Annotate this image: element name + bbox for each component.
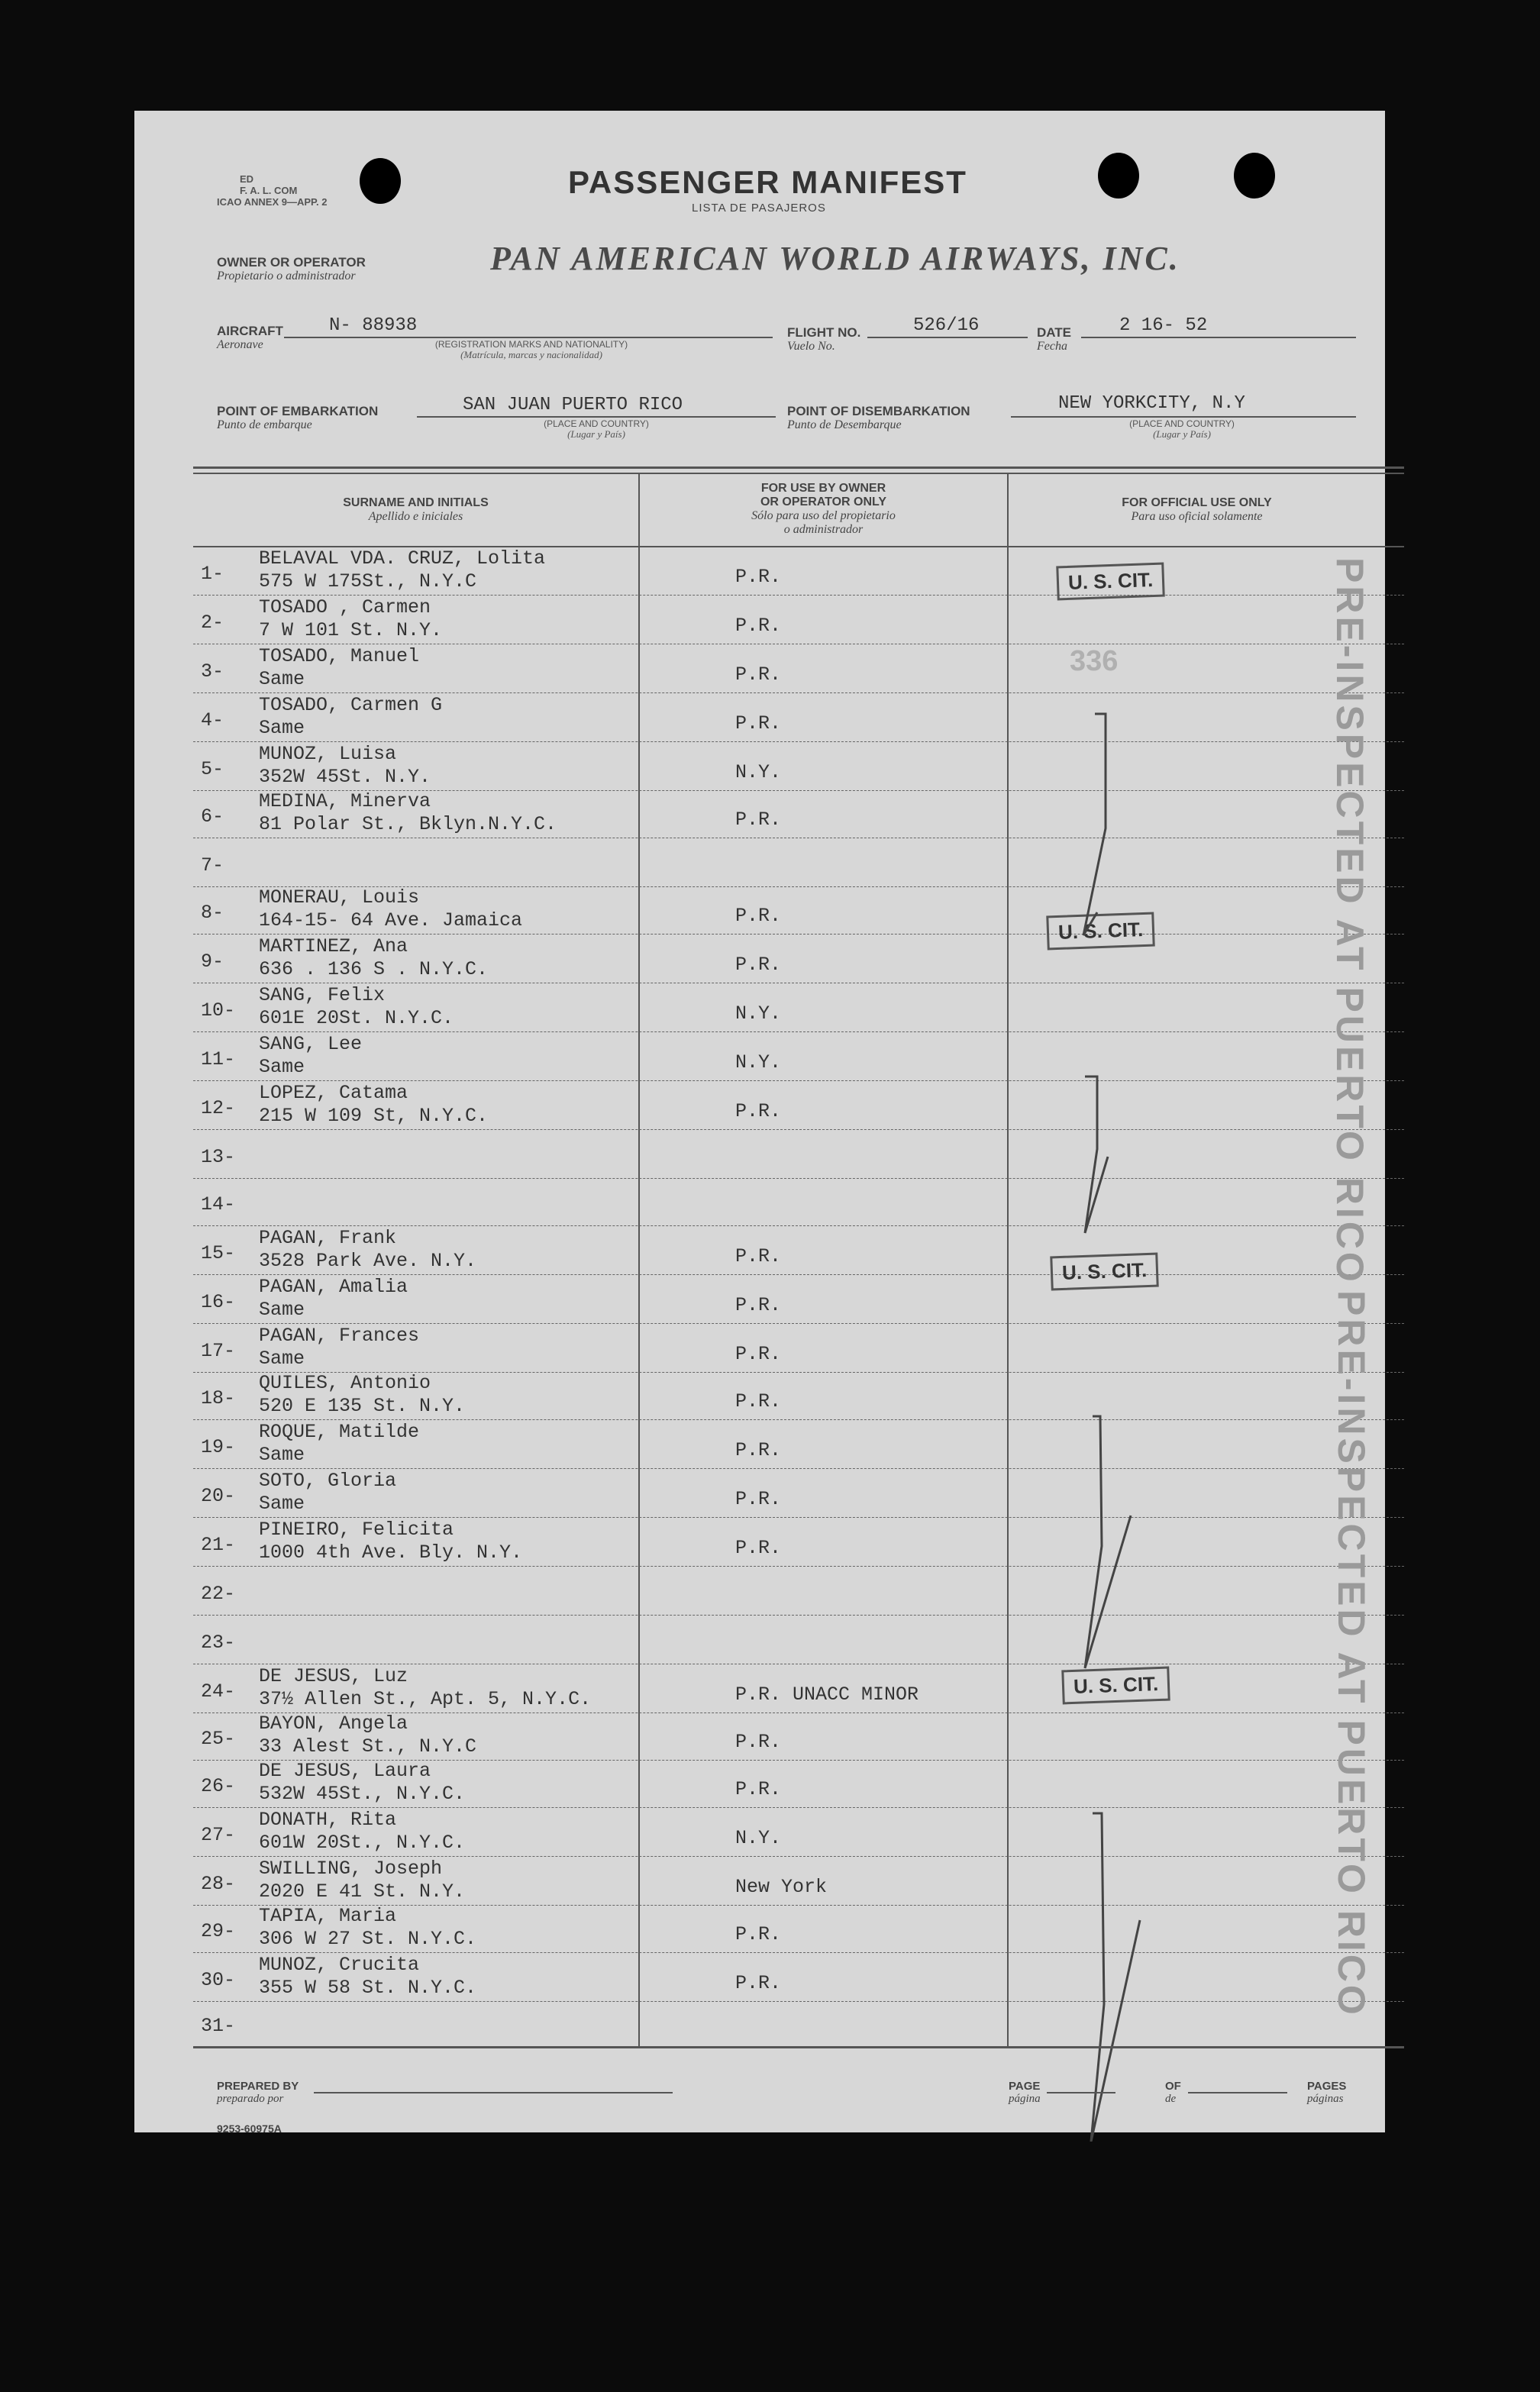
owner-use-entry: P.R. [735,954,782,976]
column-header-owner [640,482,1007,537]
us-citizen-stamp-1: U. S. CIT. [1056,563,1165,601]
embark-underline [417,416,776,418]
preinspected-stamp-1: PRE-INSPECTED AT PUERTO RICO [1329,557,1371,1285]
passenger-name: MUNOZ, Crucita [259,1954,420,1976]
column-header-official-en: FOR OFFICIAL USE ONLY [1122,496,1272,509]
table-top-rule-2 [193,473,1404,474]
passenger-name: MONERAU, Louis [259,886,420,909]
column-header-official-es: Para uso oficial solamente [1131,510,1263,523]
owner-use-entry: P.R. [735,1390,782,1412]
pages-label-es: páginas [1307,2093,1344,2105]
embark-note-es: (Lugar y País) [567,428,625,440]
aircraft-note-es: (Matrícula, marcas y nacionalidad) [460,349,602,360]
passenger-name: MEDINA, Minerva [259,790,431,812]
check-mark-3 [1085,1416,1131,1668]
owner-use-entry: P.R. [735,1343,782,1365]
owner-use-entry: P.R. [735,566,782,588]
owner-label-es: Propietario o administrador [217,270,356,282]
punch-hole-right-1 [1098,153,1139,199]
passenger-address: 37½ Allen St., Apt. 5, N.Y.C. [259,1688,592,1710]
of-label-es: de [1165,2093,1177,2105]
date-value: 2 16- 52 [1119,315,1208,336]
of-label [1165,2080,1181,2105]
us-citizen-stamp-2: U. S. CIT. [1046,912,1155,951]
aircraft-label [217,324,283,351]
passenger-name: PAGAN, Amalia [259,1276,408,1298]
column-header-surname-es: Apellido e iniciales [368,510,463,523]
table-bottom-rule [193,2046,1404,2048]
owner-use-entry: New York [735,1876,828,1898]
page-title: PASSENGER MANIFEST [568,164,967,200]
owner-use-entry: P.R. [735,1972,782,1994]
owner-use-entry: P.R. [735,712,782,734]
us-citizen-stamp-4: U. S. CIT. [1061,1667,1170,1705]
date-label [1037,326,1071,353]
pages-label-en: PAGES [1307,2080,1347,2093]
prepared-by-underline [314,2092,673,2093]
passenger-address: 575 W 175St., N.Y.C [259,570,477,592]
column-header-owner-line1: FOR USE BY OWNER [760,482,886,495]
owner-use-entry: P.R. [735,1294,782,1316]
of-label-en: OF [1165,2080,1181,2093]
owner-use-entry: P.R. [735,663,782,686]
embark-note-en: (PLACE AND COUNTRY) [544,418,649,429]
disembark-label-es: Punto de Desembarque [787,418,902,431]
passenger-address: 601E 20St. N.Y.C. [259,1007,454,1029]
owner-use-entry: P.R. [735,1923,782,1945]
passenger-address: 2020 E 41 St. N.Y. [259,1880,466,1903]
column-header-owner-es-2: o administrador [783,523,864,536]
form-reference [217,173,328,208]
owner-use-entry: N.Y. [735,1051,782,1073]
form-reference-line-2: F. A. L. COM [240,185,298,196]
row-number: 1- [201,563,224,585]
passenger-address: 3528 Park Ave. N.Y. [259,1250,477,1272]
owner-use-entry: P.R. [735,1731,782,1753]
form-reference-line-1: ED [240,173,254,185]
passenger-address: 7 W 101 St. N.Y. [259,619,443,641]
passenger-name: SANG, Lee [259,1033,363,1055]
passenger-address: Same [259,717,305,739]
row-number: 31- [201,2015,236,2037]
flight-label-es: Vuelo No. [787,340,835,353]
passenger-address: 215 W 109 St, N.Y.C. [259,1105,489,1127]
check-mark-2 [1085,1077,1108,1233]
row-number: 11- [201,1048,236,1070]
embark-label [217,405,378,431]
form-reference-line-3: ICAO ANNEX 9—APP. 2 [217,196,328,208]
row-number: 27- [201,1824,236,1846]
row-number: 9- [201,951,224,973]
passenger-name: PINEIRO, Felicita [259,1519,454,1541]
owner-use-entry: P.R. [735,1245,782,1267]
owner-use-entry: P.R. [735,615,782,637]
prepared-by-en: PREPARED BY [217,2080,299,2093]
row-number: 7- [201,854,224,876]
passenger-name: DONATH, Rita [259,1809,397,1831]
passenger-address: Same [259,1299,305,1321]
owner-use-entry: P.R. [735,905,782,927]
row-number: 10- [201,999,236,1022]
date-label-es: Fecha [1037,340,1067,353]
row-number: 15- [201,1242,236,1264]
flight-label-en: FLIGHT NO. [787,325,861,340]
passenger-name: PAGAN, Frank [259,1227,397,1249]
owner-use-entry: P.R. [735,1439,782,1461]
row-number: 24- [201,1680,236,1703]
owner-use-entry: N.Y. [735,761,782,783]
of-underline [1188,2092,1287,2093]
passenger-address: 1000 4th Ave. Bly. N.Y. [259,1541,523,1564]
passenger-name: DE JESUS, Luz [259,1665,408,1687]
row-number: 13- [201,1146,236,1168]
date-label-en: DATE [1037,325,1072,340]
owner-label-en: OWNER OR OPERATOR [217,255,366,270]
page-underline [1047,2092,1115,2093]
page-subtitle: LISTA DE PASAJEROS [692,202,826,215]
aircraft-label-es: Aeronave [217,338,263,351]
table-top-rule-1 [193,466,1404,469]
passenger-name: TOSADO, Manuel [259,645,420,667]
disembark-note [1106,419,1258,440]
official-check-marks [1009,554,1383,2142]
owner-label [217,256,366,282]
column-header-surname-en: SURNAME AND INITIALS [343,496,489,509]
owner-use-entry: P.R. [735,1100,782,1122]
owner-use-entry: N.Y. [735,1002,782,1025]
airline-name: PAN AMERICAN WORLD AIRWAYS, INC. [490,240,1180,277]
passenger-name: TOSADO, Carmen G [259,694,443,716]
passenger-address: 33 Alest St., N.Y.C [259,1735,477,1758]
passenger-address: 81 Polar St., Bklyn.N.Y.C. [259,813,557,835]
row-number: 26- [201,1775,236,1797]
punch-hole-left [360,158,401,204]
row-number: 12- [201,1097,236,1119]
aircraft-note-en: (REGISTRATION MARKS AND NATIONALITY) [434,339,628,350]
preinspected-stamp-2: PRE-INSPECTED AT PUERTO RICO [1330,1290,1373,2018]
disembark-underline [1011,416,1356,418]
passenger-address: Same [259,1493,305,1515]
owner-use-entry: P.R. [735,1778,782,1800]
passenger-address: 306 W 27 St. N.Y.C. [259,1928,477,1950]
row-number: 16- [201,1291,236,1313]
row-number: 2- [201,612,224,634]
flight-underline [867,337,1028,338]
row-number: 29- [201,1920,236,1942]
passenger-name: BAYON, Angela [259,1712,408,1735]
row-number: 3- [201,660,224,683]
column-header-owner-line2: OR OPERATOR ONLY [760,496,887,508]
row-number: 21- [201,1534,236,1556]
page-label-es: página [1009,2093,1041,2105]
embark-note [520,419,673,440]
owner-use-entry: N.Y. [735,1827,782,1849]
row-number: 18- [201,1387,236,1409]
passenger-name: BELAVAL VDA. CRUZ, Lolita [259,547,546,570]
passenger-name: MUNOZ, Luisa [259,743,397,765]
check-mark-1 [1083,714,1106,935]
faint-number: 336 [1070,645,1119,677]
page-label-en: PAGE [1009,2080,1041,2093]
column-header-owner-es-1: Sólo para uso del propietario [751,509,896,522]
embark-value: SAN JUAN PUERTO RICO [463,395,683,415]
passenger-address: 164-15- 64 Ave. Jamaica [259,909,523,931]
row-number: 28- [201,1873,236,1895]
passenger-address: Same [259,668,305,690]
owner-use-entry: P.R. [735,1488,782,1510]
column-header-surname [193,496,638,524]
owner-use-entry: P.R. [735,1537,782,1559]
passenger-name: SANG, Felix [259,984,386,1006]
passenger-address: 636 . 136 S . N.Y.C. [259,958,489,980]
passenger-name: SWILLING, Joseph [259,1858,443,1880]
passenger-address: 520 E 135 St. N.Y. [259,1395,466,1417]
us-citizen-stamp-3: U. S. CIT. [1050,1253,1159,1291]
passenger-address: Same [259,1348,305,1370]
row-number: 22- [201,1583,236,1605]
passenger-name: SOTO, Gloria [259,1470,397,1492]
passenger-name: LOPEZ, Catama [259,1082,408,1104]
aircraft-note [394,340,669,360]
row-number: 17- [201,1340,236,1362]
punch-hole-right-2 [1234,153,1275,199]
row-number: 23- [201,1632,236,1654]
passenger-name: ROQUE, Matilde [259,1421,420,1443]
row-number: 5- [201,758,224,780]
passenger-name: QUILES, Antonio [259,1372,431,1394]
row-number: 8- [201,902,224,924]
disembark-note-es: (Lugar y País) [1153,428,1211,440]
flight-value: 526/16 [913,315,980,336]
row-number: 6- [201,805,224,828]
owner-use-entry: P.R. [735,809,782,831]
row-number: 25- [201,1728,236,1750]
prepared-by-es: preparado por [217,2093,284,2105]
passenger-name: TAPIA, Maria [259,1905,397,1927]
embark-label-es: Punto de embarque [217,418,312,431]
disembark-note-en: (PLACE AND COUNTRY) [1129,418,1235,429]
passenger-address: 355 W 58 St. N.Y.C. [259,1977,477,1999]
aircraft-value: N- 88938 [329,315,418,336]
row-number: 20- [201,1485,236,1507]
disembark-value: NEW YORKCITY, N.Y [1058,393,1245,414]
manifest-sheet [134,111,1385,2135]
aircraft-label-en: AIRCRAFT [217,324,283,338]
passenger-address: Same [259,1056,305,1078]
row-number: 14- [201,1193,236,1215]
flight-label [787,326,860,353]
passenger-address: 601W 20St., N.Y.C. [259,1832,466,1854]
row-number: 4- [201,709,224,731]
aircraft-underline [284,337,773,338]
embark-label-en: POINT OF EMBARKATION [217,404,379,418]
passenger-address: 532W 45St., N.Y.C. [259,1783,466,1805]
prepared-by-label [217,2080,299,2105]
disembark-label-en: POINT OF DISEMBARKATION [787,404,970,418]
passenger-name: TOSADO , Carmen [259,596,431,618]
column-header-official [1009,496,1385,524]
row-number: 30- [201,1969,236,1991]
date-underline [1081,337,1356,338]
row-number: 19- [201,1436,236,1458]
passenger-address: 352W 45St. N.Y. [259,766,431,788]
passenger-address: Same [259,1444,305,1466]
passenger-name: DE JESUS, Laura [259,1760,431,1782]
pages-label [1307,2080,1346,2105]
disembark-label [787,405,970,431]
page-label [1009,2080,1041,2105]
passenger-name: PAGAN, Frances [259,1325,420,1347]
owner-use-entry: P.R. UNACC MINOR [735,1683,919,1706]
form-number: 9253-60975A [217,2122,282,2135]
passenger-name: MARTINEZ, Ana [259,935,408,957]
